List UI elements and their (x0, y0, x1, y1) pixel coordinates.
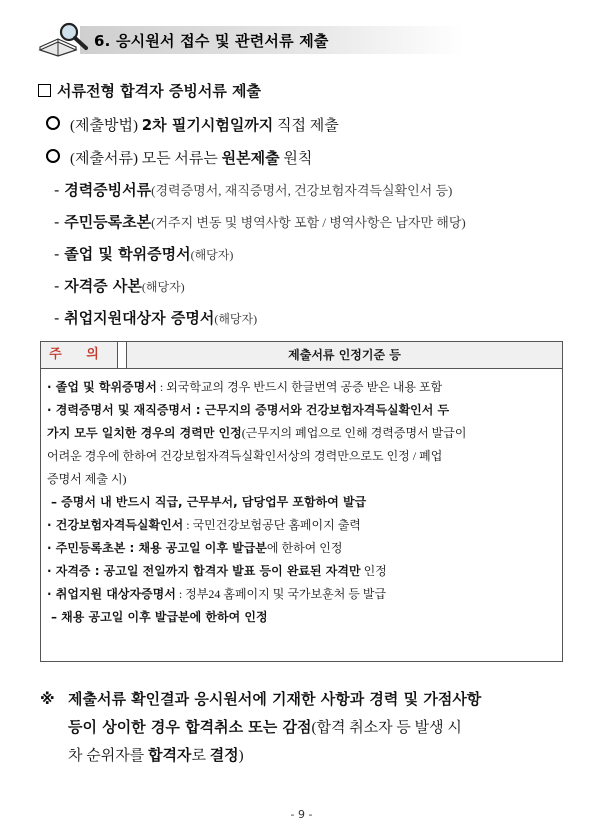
notice-line (47, 422, 559, 445)
page-number: - 9 - (290, 808, 313, 821)
notice-line-rest: 어려운 경우에 한하여 건강보험자격득실확인서상의 경력만으로도 인정 / 폐업 (47, 449, 443, 463)
notice-line (47, 491, 559, 514)
list-item (54, 211, 466, 232)
notice-line-rest: : 국민건강보험공단 홈페이지 출력 (183, 518, 361, 532)
reference-mark-icon: ※ (40, 690, 55, 708)
circle-bullet-icon (46, 116, 60, 130)
documents-text-b: 원칙 (283, 151, 313, 167)
item-paren: (해당자) (190, 248, 234, 262)
footnote-text: 등이 상이한 경우 합격취소 또는 감점 (68, 718, 312, 736)
header-title: 6. 응시원서 접수 및 관련서류 제출 (94, 32, 329, 50)
section-header (36, 20, 466, 58)
footnote-line-2 (40, 714, 570, 742)
footnote (40, 686, 570, 770)
notice-line-rest: 인정 (360, 564, 387, 578)
notice-label: 주 의 (41, 342, 118, 368)
notice-line (47, 560, 559, 583)
item-paren: (거주지 변동 및 병역사항 포함 / 병역사항은 남자만 해당) (151, 215, 466, 230)
section-title (38, 80, 261, 101)
notice-line (47, 537, 559, 560)
item-main: 자격증 사본 (64, 277, 142, 295)
dash-marker: - (54, 277, 60, 295)
dash-marker: - (54, 213, 60, 231)
notice-line-bold: · 졸업 및 학위증명서 (47, 380, 157, 394)
list-item (54, 243, 233, 264)
item-main: 졸업 및 학위증명서 (64, 245, 191, 263)
dash-marker: - (54, 181, 60, 199)
list-item (54, 307, 257, 328)
notice-box (40, 341, 563, 662)
notice-line-bold: · 경력증명서 및 재직증명서 : 근무지의 증명서와 건강보험자격득실확인서 두 (47, 403, 450, 417)
notice-line (47, 445, 559, 468)
notice-line-bold: – 증명서 내 반드시 직급, 근무부서, 담당업무 포함하여 발급 (51, 495, 367, 509)
notice-line-rest: 증명서 제출 시) (47, 472, 127, 486)
notice-line-bold: · 취업지원 대상자증명서 (47, 587, 176, 601)
documents-text-a: 모든 서류는 (141, 151, 218, 167)
footnote-text: (합격 취소자 등 발생 시 (311, 720, 462, 736)
book-magnifier-icon (36, 20, 94, 58)
notice-line-rest: : 정부24 홈페이지 및 국가보훈처 등 발급 (175, 587, 387, 601)
item-main: 경력증빙서류 (64, 181, 152, 199)
dash-marker: - (54, 309, 60, 327)
method-line (46, 114, 339, 135)
list-item (54, 275, 185, 296)
item-paren: (경력증명서, 재직증명서, 건강보험자격득실확인서 등) (151, 183, 453, 198)
notice-title: 제출서류 인정기준 등 (127, 342, 562, 368)
documents-bold: 원본제출 (221, 149, 280, 167)
item-paren: (해당자) (214, 312, 258, 326)
notice-line (47, 376, 559, 399)
notice-line-bold: · 자격증 : 공고일 전일까지 합격자 발표 등이 완료된 자격만 (47, 564, 361, 578)
notice-body (47, 376, 559, 629)
notice-header-gap (118, 342, 127, 368)
dash-marker: - (54, 245, 60, 263)
notice-line (47, 399, 559, 422)
footnote-text: 합격자 (147, 746, 192, 764)
item-main: 취업지원대상자 증명서 (64, 309, 215, 327)
documents-line (46, 147, 312, 168)
footnote-text: 로 (191, 748, 206, 764)
method-rest: 직접 제출 (277, 118, 339, 134)
section-title-text: 서류전형 합격자 증빙서류 제출 (57, 82, 262, 100)
footnote-line-1 (40, 686, 570, 714)
checkbox-square-icon (38, 84, 51, 97)
notice-line (47, 468, 559, 491)
item-main: 주민등록초본 (64, 213, 152, 231)
notice-line-rest: (근무지의 폐업으로 인해 경력증명서 발급이 (241, 426, 467, 440)
circle-bullet-icon (46, 149, 60, 163)
list-item (54, 179, 452, 200)
notice-line (47, 514, 559, 537)
notice-line-bold: – 채용 공고일 이후 발급분에 한하여 인정 (51, 610, 268, 624)
footnote-line-3 (40, 742, 570, 770)
notice-line (47, 583, 559, 606)
footnote-text: 제출서류 확인결과 응시원서에 기재한 사항과 경력 및 가점사항 (68, 690, 482, 708)
notice-line-bold: · 주민등록초본 : 채용 공고일 이후 발급분 (47, 541, 267, 555)
footnote-text: 결정 (209, 746, 239, 764)
item-paren: (해당자) (141, 280, 185, 294)
footnote-text: 차 순위자를 (68, 748, 145, 764)
notice-line-bold: 가지 모두 일치한 경우의 경력만 인정 (47, 426, 242, 440)
notice-line-rest: : 외국학교의 경우 반드시 한글번역 공증 받은 내용 포함 (156, 380, 443, 394)
method-bold: 2차 필기시험일까지 (141, 116, 274, 134)
notice-line-bold: · 건강보험자격득실확인서 (47, 518, 184, 532)
documents-label: (제출서류) (70, 151, 138, 167)
method-label: (제출방법) (70, 118, 138, 134)
notice-line-rest: 에 한하여 인정 (266, 541, 343, 555)
notice-line (47, 606, 559, 629)
notice-header (41, 342, 562, 369)
footnote-text: ) (238, 748, 244, 764)
